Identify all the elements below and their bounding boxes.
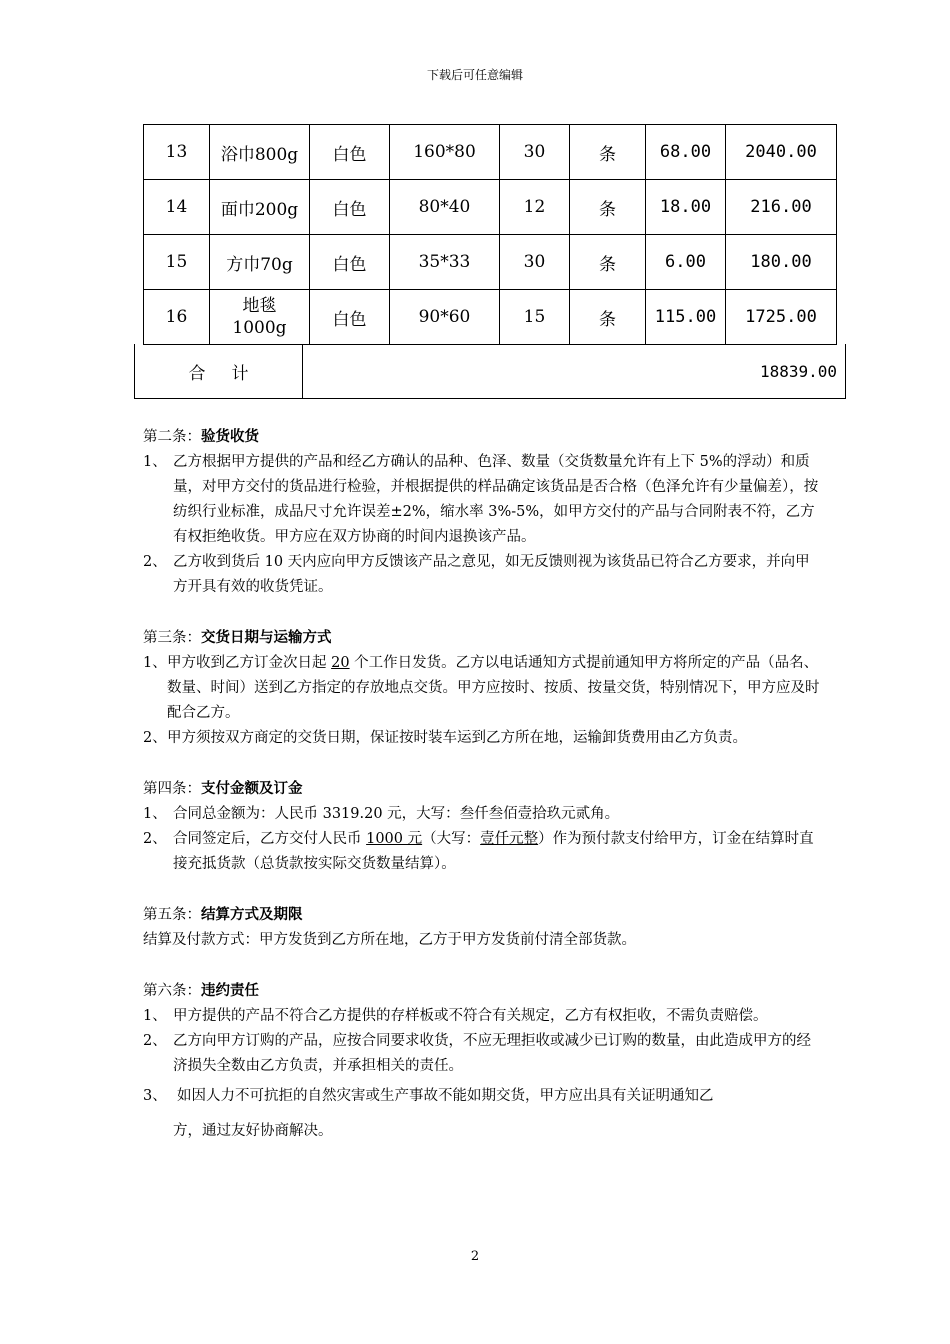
row-number: 13 bbox=[144, 125, 210, 180]
row-number: 16 bbox=[144, 290, 210, 345]
product-name: 浴巾800g bbox=[210, 125, 310, 180]
section-title bbox=[143, 978, 823, 1004]
section-delivery bbox=[143, 625, 823, 751]
list-item bbox=[143, 450, 823, 550]
table-row bbox=[144, 235, 837, 290]
section-inspection bbox=[143, 424, 823, 600]
section-heading: 验货收货 bbox=[201, 428, 259, 445]
item-text: 甲方提供的产品不符合乙方提供的存样板或不符合有关规定，乙方有权拒收，不需负责赔偿。 bbox=[173, 1008, 768, 1024]
table-row bbox=[144, 290, 837, 345]
table-row bbox=[144, 180, 837, 235]
delivery-days: 20 bbox=[331, 655, 350, 671]
line-amount: 1725.00 bbox=[726, 290, 837, 345]
section-settlement bbox=[143, 902, 823, 953]
unit-price: 18.00 bbox=[646, 180, 726, 235]
product-qty: 12 bbox=[500, 180, 570, 235]
product-name: 方巾70g bbox=[210, 235, 310, 290]
settlement-text: 结算及付款方式：甲方发货到乙方所在地，乙方于甲方发货前付清全部货款。 bbox=[143, 932, 636, 948]
table-row bbox=[144, 125, 837, 180]
list-item bbox=[143, 726, 823, 751]
list-item bbox=[143, 802, 823, 827]
text-part: 合同签定后，乙方交付人民币 bbox=[173, 831, 367, 847]
item-number: 1、 bbox=[143, 454, 167, 470]
item-number: 1、 bbox=[143, 1008, 167, 1024]
text-part: （大写： bbox=[422, 831, 481, 847]
product-qty: 15 bbox=[500, 290, 570, 345]
section-heading: 结算方式及期限 bbox=[201, 906, 303, 923]
list-item bbox=[143, 1004, 823, 1029]
item-number: 2、 bbox=[143, 554, 167, 570]
item-number: 2、 bbox=[143, 831, 167, 847]
section-title bbox=[143, 902, 823, 928]
list-item bbox=[143, 651, 823, 726]
product-qty: 30 bbox=[500, 125, 570, 180]
total-label: 合计 bbox=[135, 344, 303, 398]
total-value: 18839.00 bbox=[759, 361, 837, 381]
product-unit: 条 bbox=[570, 180, 646, 235]
list-item bbox=[143, 550, 823, 600]
product-name-line2: 1000g bbox=[232, 318, 287, 338]
product-name: 面巾200g bbox=[210, 180, 310, 235]
text-part: 个工作日发货。乙方以电话通知方式提前通知甲方将所定的产品（品名、数量、时间）送到乙方指定的存放地点交货。甲方应按时、按质、按量交货，特别情况下，甲方应及时配合乙方。 bbox=[167, 655, 820, 721]
product-name bbox=[210, 290, 310, 345]
list-item bbox=[143, 1029, 823, 1079]
product-size: 35*33 bbox=[390, 235, 500, 290]
section-heading: 交货日期与运输方式 bbox=[201, 629, 332, 646]
contract-body bbox=[143, 424, 823, 1149]
unit-price: 6.00 bbox=[646, 235, 726, 290]
total-row bbox=[134, 344, 846, 399]
item-text bbox=[173, 827, 823, 877]
item-number: 2、 bbox=[143, 1033, 167, 1049]
item-text: 甲方须按双方商定的交货日期，保证按时装车运到乙方所在地，运输卸货费用由乙方负责。 bbox=[167, 730, 747, 746]
product-unit: 条 bbox=[570, 290, 646, 345]
product-name-line1: 地毯 bbox=[242, 296, 277, 316]
row-number: 15 bbox=[144, 235, 210, 290]
deposit-amount: 1000 元 bbox=[366, 831, 423, 847]
item-text: 乙方向甲方订购的产品，应按合同要求收货，不应无理拒收或减少已订购的数量，由此造成甲方的经济损失全数由乙方负责，并承担相关的责任。 bbox=[173, 1033, 811, 1074]
section-heading: 支付金额及订金 bbox=[201, 780, 303, 797]
product-unit: 条 bbox=[570, 235, 646, 290]
product-color: 白色 bbox=[310, 290, 390, 345]
line-amount: 216.00 bbox=[726, 180, 837, 235]
section-heading: 违约责任 bbox=[201, 982, 259, 999]
product-color: 白色 bbox=[310, 180, 390, 235]
page-number: 2 bbox=[470, 1249, 480, 1264]
text-part: 甲方收到乙方订金次日起 bbox=[167, 655, 332, 671]
section-title bbox=[143, 424, 823, 450]
line-amount: 2040.00 bbox=[726, 125, 837, 180]
product-unit: 条 bbox=[570, 125, 646, 180]
text-part: ）作为预付款支付给甲方，订金在结算时直接充抵货款（总货款按实际交货数量结算）。 bbox=[173, 831, 814, 872]
product-size: 160*80 bbox=[390, 125, 500, 180]
item-text bbox=[177, 1079, 823, 1114]
section-liability bbox=[143, 978, 823, 1149]
item-text bbox=[167, 651, 823, 726]
section-prefix: 第五条： bbox=[143, 907, 201, 923]
product-size: 90*60 bbox=[390, 290, 500, 345]
product-color: 白色 bbox=[310, 125, 390, 180]
section-prefix: 第二条： bbox=[143, 429, 201, 445]
item-text: 乙方根据甲方提供的产品和经乙方确认的品种、色泽、数量（交货数量允许有上下 5%的浮动）和质量，对甲方交付的货品进行检验，并根据提供的样品确定该货品是否合格（色泽允许有少量偏差），按纺织行业标准，成品尺寸允许误差±2%，缩水率 3%-5%，如甲方交付的产品与合同附表不符，乙方有权拒绝收货。甲方应在双方协商的时间内退换该产品。 bbox=[173, 454, 819, 545]
item-number: 1、 bbox=[143, 806, 167, 822]
list-item bbox=[143, 827, 823, 877]
unit-price: 115.00 bbox=[646, 290, 726, 345]
product-size: 80*40 bbox=[390, 180, 500, 235]
item-text: 合同总金额为：人民币 3319.20 元，大写：叁仟叁佰壹拾玖元贰角。 bbox=[173, 806, 620, 822]
row-number: 14 bbox=[144, 180, 210, 235]
section-prefix: 第三条： bbox=[143, 630, 201, 646]
deposit-amount-caps: 壹仟元整 bbox=[480, 831, 539, 847]
item-number: 1、 bbox=[143, 655, 167, 671]
text-part: 如因人力不可抗拒的自然灾害或生产事故不能如期交货，甲方应出具有关证明通知乙 bbox=[177, 1088, 714, 1104]
product-qty: 30 bbox=[500, 235, 570, 290]
section-title bbox=[143, 625, 823, 651]
section-payment bbox=[143, 776, 823, 877]
section-prefix: 第四条： bbox=[143, 781, 201, 797]
page-header: 下载后可任意编辑 bbox=[426, 68, 523, 82]
list-item bbox=[143, 1079, 823, 1114]
item-text: 乙方收到货后 10 天内应向甲方反馈该产品之意见，如无反馈则视为该货品已符合乙方要求，并向甲方开具有效的收货凭证。 bbox=[173, 554, 810, 595]
product-table bbox=[143, 124, 837, 345]
product-color: 白色 bbox=[310, 235, 390, 290]
item-number: 3、 bbox=[143, 1088, 167, 1104]
unit-price: 68.00 bbox=[646, 125, 726, 180]
item-number: 2、 bbox=[143, 730, 167, 746]
section-title bbox=[143, 776, 823, 802]
list-item-continuation: 方，通过友好协商解决。 bbox=[173, 1123, 333, 1139]
line-amount: 180.00 bbox=[726, 235, 837, 290]
section-prefix: 第六条： bbox=[143, 983, 201, 999]
